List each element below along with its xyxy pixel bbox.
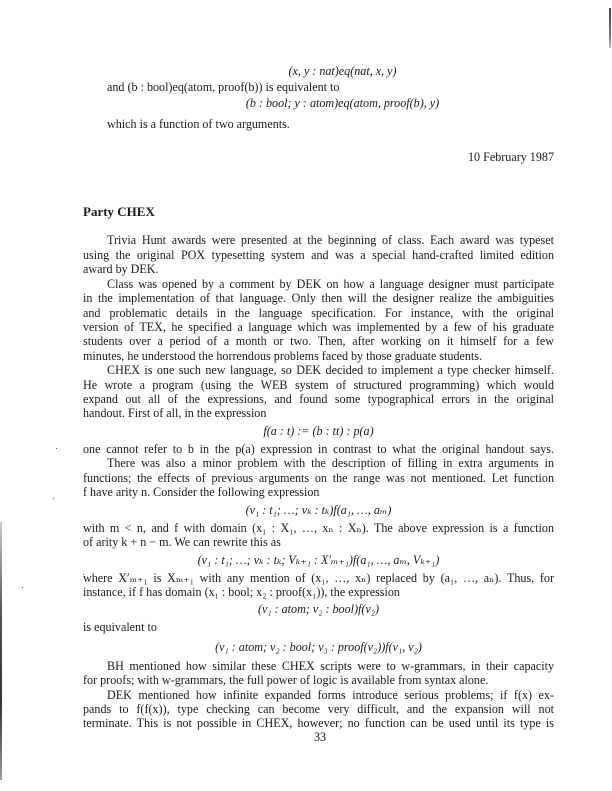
equation-eq-atom: (b : bool; y : atom)eq(atom, proof(b), y) — [245, 96, 440, 110]
text-line: for proofs; with w-grammars, the full power of logic is available from syntax alone. — [83, 673, 489, 687]
text-line: There was also a minor problem with the description of filling in extra arguments in — [107, 456, 554, 470]
text-line: where X′ₘ₊₁ is Xₘ₊₁ with any mention of (x₁, …, xₙ) replaced by (a₁, …, aₙ). Thus, for — [83, 571, 554, 585]
text-line: one cannot refer to b in the p(a) expression in contrast to what the original handout says. — [83, 442, 554, 456]
scan-speck — [53, 498, 54, 499]
equation-example: (v₁ : atom; v₂ : bool)f(v₂) — [257, 602, 380, 616]
text-line: award by DEK. — [83, 262, 159, 276]
text-line: and (b : bool)eq(atom, proof(b)) is equivalent to — [107, 80, 340, 94]
equation-rewrite: (v₁ : t₁; …; vₖ : tₖ; Vₖ₊₁ : X′ₘ₊₁)f(a₁, …, aₘ, Vₖ₊₁) — [197, 553, 440, 567]
text-line: pands to f(f(x)), type checking can become very difficult, and the expansion will not — [83, 702, 554, 716]
text-line: functions; the effects of previous arguments on the range was not mentioned. Let function — [83, 471, 554, 485]
scan-speck — [22, 587, 23, 588]
text-line: with m < n, and f with domain (x₁ : X₁, …, xₙ : Xₙ). The above expression is a function — [83, 521, 554, 535]
text-line: expand out all of the expressions, and found some typographical errors in the original — [83, 392, 554, 406]
scan-artifact-right — [609, 8, 611, 48]
text-line: terminate. This is not possible in CHEX, however; no function can be used until its type is — [83, 716, 554, 730]
text-line: students over a period of a month or two. Then, after working on it himself for a few — [83, 334, 554, 348]
text-line: in the implementation of that language. Only then will the designer realize the ambiguities — [83, 291, 554, 305]
text-line: BH mentioned how similar these CHEX scripts were to w-grammars, in their capacity — [107, 659, 554, 673]
text-line: Trivia Hunt awards were presented at the beginning of class. Each award was typeset — [107, 233, 554, 247]
text-line: Class was opened by a comment by DEK on how a language designer must participate — [107, 277, 554, 291]
text-line: and problematic details in the language specification. For instance, with the original — [83, 306, 554, 320]
text-line: version of TEX, he specified a language which was implemented by a few of his graduate — [83, 320, 554, 334]
text-line: of arity k + n − m. We can rewrite this as — [83, 535, 281, 549]
date-heading: 10 February 1987 — [468, 150, 554, 164]
text-line: which is a function of two arguments. — [107, 117, 290, 131]
text-line: minutes, he understood the horrendous problems faced by those graduate students. — [83, 349, 482, 363]
equation-expression: (v₁ : t₁; …; vₖ : tₖ)f(a₁, …, aₘ) — [245, 503, 392, 517]
text-line: is equivalent to — [83, 620, 157, 634]
section-title: Party CHEX — [83, 204, 155, 219]
equation-equivalent: (v₁ : atom; v₂ : bool; v₃ : proof(v₂))f(v₁, v₂) — [215, 640, 422, 654]
page-number: 33 — [313, 730, 327, 744]
text-line: CHEX is one such new language, so DEK decided to implement a type checker himself. — [107, 363, 554, 377]
text-line: DEK mentioned how infinite expanded forms introduce serious problems; if f(x) ex- — [107, 688, 554, 702]
text-line: f have arity n. Consider the following expression — [83, 485, 320, 499]
text-line: handout. First of all, in the expression — [83, 406, 267, 420]
scan-speck — [56, 448, 57, 449]
text-line: He wrote a program (using the WEB system of structured programming) which would — [83, 378, 554, 392]
equation-f-def: f(a : t) := (b : tt) : p(a) — [263, 424, 374, 438]
text-line: instance, if f has domain (x₁ : bool; x₂ : proof(x₁)), the expression — [83, 585, 400, 599]
text-line: using the original POX typesetting system and was a special hand-crafted limited edition — [83, 248, 554, 262]
equation-eq-nat: (x, y : nat)eq(nat, x, y) — [288, 64, 397, 78]
